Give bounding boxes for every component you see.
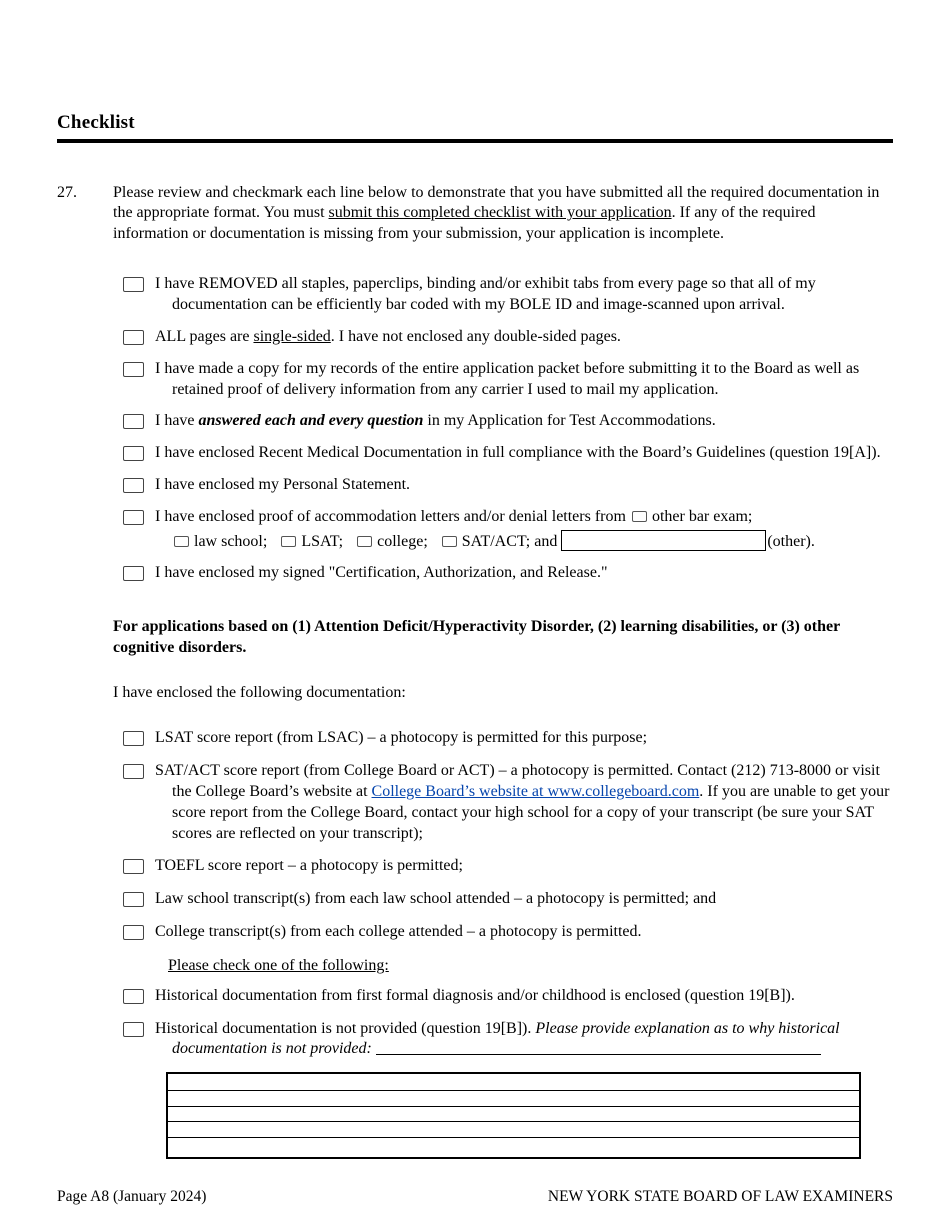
checkbox-law-school[interactable] bbox=[174, 536, 189, 547]
section-intro: I have enclosed the following documentation: bbox=[113, 684, 406, 702]
college-label: college; bbox=[377, 532, 428, 550]
checkbox-college[interactable] bbox=[357, 536, 372, 547]
item-label: Historical documentation is not provided (question 19[B]). Please provide explanation as to why historical documentation is not provided: bbox=[155, 1019, 840, 1058]
checkbox-personal-statement[interactable] bbox=[123, 478, 144, 493]
choose-one-label: Please check one of the following: bbox=[168, 956, 389, 974]
checklist-item-removed-staples bbox=[57, 274, 893, 316]
checkbox-other-bar-exam[interactable] bbox=[632, 511, 647, 522]
question-number: 27. bbox=[57, 184, 77, 201]
answered-question-emphasis: answered each and every question bbox=[198, 412, 424, 430]
law-school-label: law school; bbox=[194, 532, 268, 550]
item-label: I have answered each and every question in my Application for Test Accommodations. bbox=[155, 412, 716, 430]
answer-line[interactable] bbox=[168, 1074, 859, 1091]
checkbox-answered-questions[interactable] bbox=[123, 414, 144, 429]
checkbox-single-sided[interactable] bbox=[123, 330, 144, 345]
item-label: I have made a copy for my records of the entire application packet before submitting it to the Board as well as retained proof of delivery information from any carrier I used to mail my application. bbox=[155, 359, 860, 398]
checklist-section-2 bbox=[57, 728, 893, 1158]
footer-page-number: Page A8 (January 2024) bbox=[57, 1188, 207, 1205]
title-rule bbox=[57, 139, 893, 143]
other-label: (other). bbox=[767, 532, 815, 550]
checklist-item-historical-enclosed bbox=[57, 986, 893, 1007]
checklist-item-answered-questions bbox=[57, 411, 893, 432]
checklist-item-personal-statement bbox=[57, 475, 893, 496]
answer-line[interactable] bbox=[168, 1107, 859, 1123]
intro-underlined: submit this completed checklist with your application bbox=[328, 204, 672, 222]
item-label: I have enclosed my Personal Statement. bbox=[155, 475, 411, 493]
checkbox-lsat[interactable] bbox=[281, 536, 296, 547]
checklist-item-lsat-score bbox=[57, 728, 893, 749]
footer-organization: NEW YORK STATE BOARD OF LAW EXAMINERS bbox=[547, 1188, 893, 1205]
lsat-label: LSAT; bbox=[301, 532, 344, 550]
other-bar-exam-label: other bar exam; bbox=[651, 507, 753, 525]
answer-line[interactable] bbox=[168, 1091, 859, 1107]
checkbox-law-school-transcripts[interactable] bbox=[123, 892, 144, 907]
checkbox-lsat-score-report[interactable] bbox=[123, 731, 144, 746]
checklist-item-toefl-score bbox=[57, 856, 893, 877]
explanation-prompt-line1: Please provide explanation as to why historical bbox=[535, 1019, 840, 1037]
item-label: TOEFL score report – a photocopy is permitted; bbox=[155, 857, 463, 875]
explanation-blank-line[interactable] bbox=[376, 1041, 821, 1055]
checkbox-toefl-score-report[interactable] bbox=[123, 859, 144, 874]
checklist-item-historical-not-provided bbox=[57, 1019, 893, 1061]
item-label: I have enclosed Recent Medical Documentation in full compliance with the Board’s Guidelines (question 19[A]). bbox=[155, 444, 881, 462]
item-label: I have enclosed my signed "Certification, Authorization, and Release." bbox=[155, 564, 608, 582]
checklist-item-single-sided bbox=[57, 327, 893, 348]
item-label: Law school transcript(s) from each law school attended – a photocopy is permitted; and bbox=[155, 890, 717, 908]
checkbox-historical-not-provided[interactable] bbox=[123, 1022, 144, 1037]
checkbox-certification-release[interactable] bbox=[123, 566, 144, 581]
checkbox-removed-staples[interactable] bbox=[123, 277, 144, 292]
checklist-item-medical-documentation bbox=[57, 443, 893, 464]
question-intro bbox=[113, 183, 893, 244]
checklist-item-copy-records bbox=[57, 359, 893, 401]
intro-text-2: . If any of the required information or documentation is missing from your submission, your application is incomplete. bbox=[113, 204, 816, 242]
item-label bbox=[155, 507, 893, 553]
intro-text-1: Please review and checkmark each line below to demonstrate that you have submitted all the required documentation in the appropriate format. You must bbox=[113, 184, 880, 222]
explanation-answer-box bbox=[166, 1072, 861, 1159]
checkbox-historical-enclosed[interactable] bbox=[123, 989, 144, 1004]
sat-act-label: SAT/ACT; and bbox=[461, 532, 562, 550]
item-label: I have REMOVED all staples, paperclips, binding and/or exhibit tabs from every page so that all of my documentation can be efficiently bar coded with my BOLE ID and image-scanned upon arrival. bbox=[155, 275, 816, 314]
section-heading-adhd: For applications based on (1) Attention Deficit/Hyperactivity Disorder, (2) learning disabilities, or (3) other cognitive disorders. bbox=[113, 618, 840, 657]
proof-line-2 bbox=[155, 530, 893, 553]
question-27 bbox=[57, 183, 893, 244]
other-input[interactable] bbox=[561, 530, 766, 551]
answer-line[interactable] bbox=[168, 1138, 859, 1157]
checklist-item-proof-accommodation bbox=[57, 507, 893, 553]
single-sided-underlined: single-sided bbox=[253, 328, 331, 345]
answer-line[interactable] bbox=[168, 1122, 859, 1138]
item-label: ALL pages are single-sided. I have not enclosed any double-sided pages. bbox=[155, 328, 621, 345]
checkbox-proof-accommodation[interactable] bbox=[123, 510, 144, 525]
checklist-item-certification-release bbox=[57, 563, 893, 584]
checkbox-college-transcripts[interactable] bbox=[123, 925, 144, 940]
item-label: SAT/ACT score report (from College Board or ACT) – a photocopy is permitted. Contact (212) 713-8000 or visit the College Board’s website at College Board’s website at www.collegeboard.com. If you are unable to get your score report from the College Board, contact your high school for a copy of your transcript (be sure your SAT scores are reflected on your transcript); bbox=[155, 762, 890, 842]
page-title: Checklist bbox=[57, 112, 135, 133]
checkbox-sat-act[interactable] bbox=[442, 536, 457, 547]
collegeboard-link[interactable]: College Board’s website at www.collegeboard.com bbox=[371, 782, 700, 800]
explanation-prompt-line2: documentation is not provided: bbox=[172, 1040, 376, 1058]
item-label: Historical documentation from first formal diagnosis and/or childhood is enclosed (question 19[B]). bbox=[155, 986, 795, 1004]
checklist-item-college-transcripts bbox=[57, 922, 893, 943]
item-label: College transcript(s) from each college attended – a photocopy is permitted. bbox=[155, 922, 642, 940]
page-footer bbox=[57, 1188, 893, 1206]
checklist-item-law-transcripts bbox=[57, 889, 893, 910]
checkbox-medical-documentation[interactable] bbox=[123, 446, 144, 461]
checkbox-sat-act-score-report[interactable] bbox=[123, 764, 144, 779]
checklist-item-sat-act-score bbox=[57, 761, 893, 844]
proof-line-1: I have enclosed proof of accommodation letters and/or denial letters from other bar exam; bbox=[155, 507, 753, 525]
checkbox-copy-records[interactable] bbox=[123, 362, 144, 377]
checklist-section-1 bbox=[57, 274, 893, 584]
item-label: LSAT score report (from LSAC) – a photocopy is permitted for this purpose; bbox=[155, 729, 648, 747]
